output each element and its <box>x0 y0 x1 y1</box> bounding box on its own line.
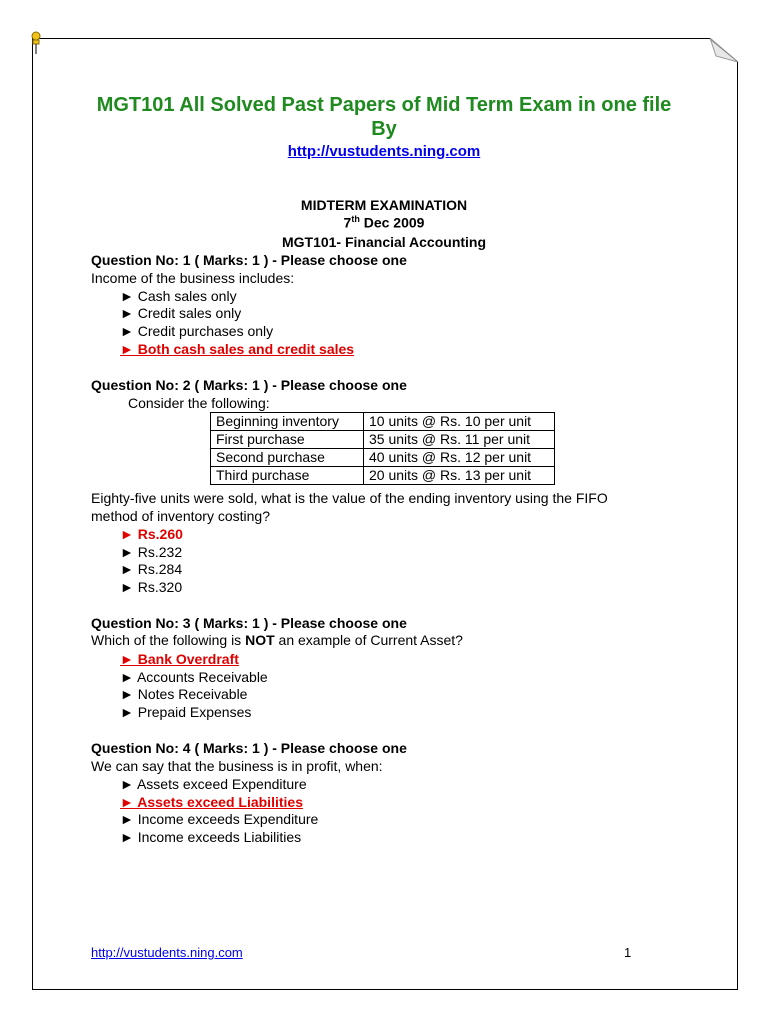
question-3-text-after: an example of Current Asset? <box>274 632 463 648</box>
question-2-text-line1: Eighty-five units were sold, what is the value of the ending inventory using the FIFO <box>91 490 608 506</box>
question-4-option-d: ► Income exceeds Liabilities <box>120 829 302 845</box>
table-row <box>211 449 555 467</box>
question-2-option-d: ► Rs.320 <box>120 579 183 595</box>
question-4-option-a: ► Assets exceed Expenditure <box>120 776 307 792</box>
exam-date-suffix: th <box>351 214 360 224</box>
question-1-option-c: ► Credit purchases only <box>120 323 274 339</box>
document-title-by: By <box>371 118 397 140</box>
inventory-table <box>210 412 555 485</box>
question-3-text <box>91 632 463 648</box>
question-2-answer: ► Rs.260 <box>120 526 183 542</box>
table-cell: First purchase <box>211 431 364 449</box>
question-4-heading: Question No: 4 ( Marks: 1 ) - Please choose one <box>91 740 407 756</box>
page-fold-corner <box>710 38 738 62</box>
table-cell: Third purchase <box>211 467 364 485</box>
question-2-option-b: ► Rs.232 <box>120 544 183 560</box>
question-3-option-b: ► Accounts Receivable <box>120 669 268 685</box>
question-4-option-c: ► Income exceeds Expenditure <box>120 811 319 827</box>
exam-course: MGT101- Financial Accounting <box>281 234 487 250</box>
question-1-text: Income of the business includes: <box>91 270 295 286</box>
question-2-intro: Consider the following: <box>128 395 270 411</box>
footer-link[interactable]: http://vustudents.ning.com <box>91 945 243 960</box>
table-cell: 35 units @ Rs. 11 per unit <box>364 431 555 449</box>
table-row <box>211 413 555 431</box>
table-cell: 40 units @ Rs. 12 per unit <box>364 449 555 467</box>
question-1-heading: Question No: 1 ( Marks: 1 ) - Please choose one <box>91 252 407 268</box>
table-row <box>211 431 555 449</box>
table-cell: 10 units @ Rs. 10 per unit <box>364 413 555 431</box>
table-cell: 20 units @ Rs. 13 per unit <box>364 467 555 485</box>
question-1-answer: ► Both cash sales and credit sales <box>120 341 355 357</box>
question-4-text: We can say that the business is in profit, when: <box>91 758 383 774</box>
title-link-wrapper <box>0 143 768 160</box>
question-2-heading: Question No: 2 ( Marks: 1 ) - Please choose one <box>91 377 407 393</box>
question-3-answer: ► Bank Overdraft <box>120 651 239 667</box>
exam-date-day: 7 <box>343 214 352 231</box>
table-cell: Beginning inventory <box>211 413 364 431</box>
site-link[interactable]: http://vustudents.ning.com <box>287 143 481 160</box>
question-3-option-c: ► Notes Receivable <box>120 686 248 702</box>
question-4-answer: ► Assets exceed Liabilities <box>120 794 303 810</box>
table-row <box>211 467 555 485</box>
exam-heading: MIDTERM EXAMINATION <box>300 197 468 213</box>
table-cell: Second purchase <box>211 449 364 467</box>
exam-date-rest: Dec 2009 <box>359 214 425 231</box>
question-3-option-d: ► Prepaid Expenses <box>120 704 252 720</box>
question-2-text-line2: method of inventory costing? <box>91 508 270 524</box>
question-1-option-b: ► Credit sales only <box>120 305 242 321</box>
page-number: 1 <box>624 945 632 960</box>
question-3-text-bold: NOT <box>245 632 275 648</box>
document-title: MGT101 All Solved Past Papers of Mid Term Exam in one file <box>96 94 672 116</box>
pushpin-icon <box>28 30 44 56</box>
question-3-text-before: Which of the following is <box>91 632 246 648</box>
exam-date <box>0 214 768 231</box>
question-2-option-c: ► Rs.284 <box>120 561 183 577</box>
question-3-heading: Question No: 3 ( Marks: 1 ) - Please choose one <box>91 615 407 631</box>
question-1-option-a: ► Cash sales only <box>120 288 237 304</box>
